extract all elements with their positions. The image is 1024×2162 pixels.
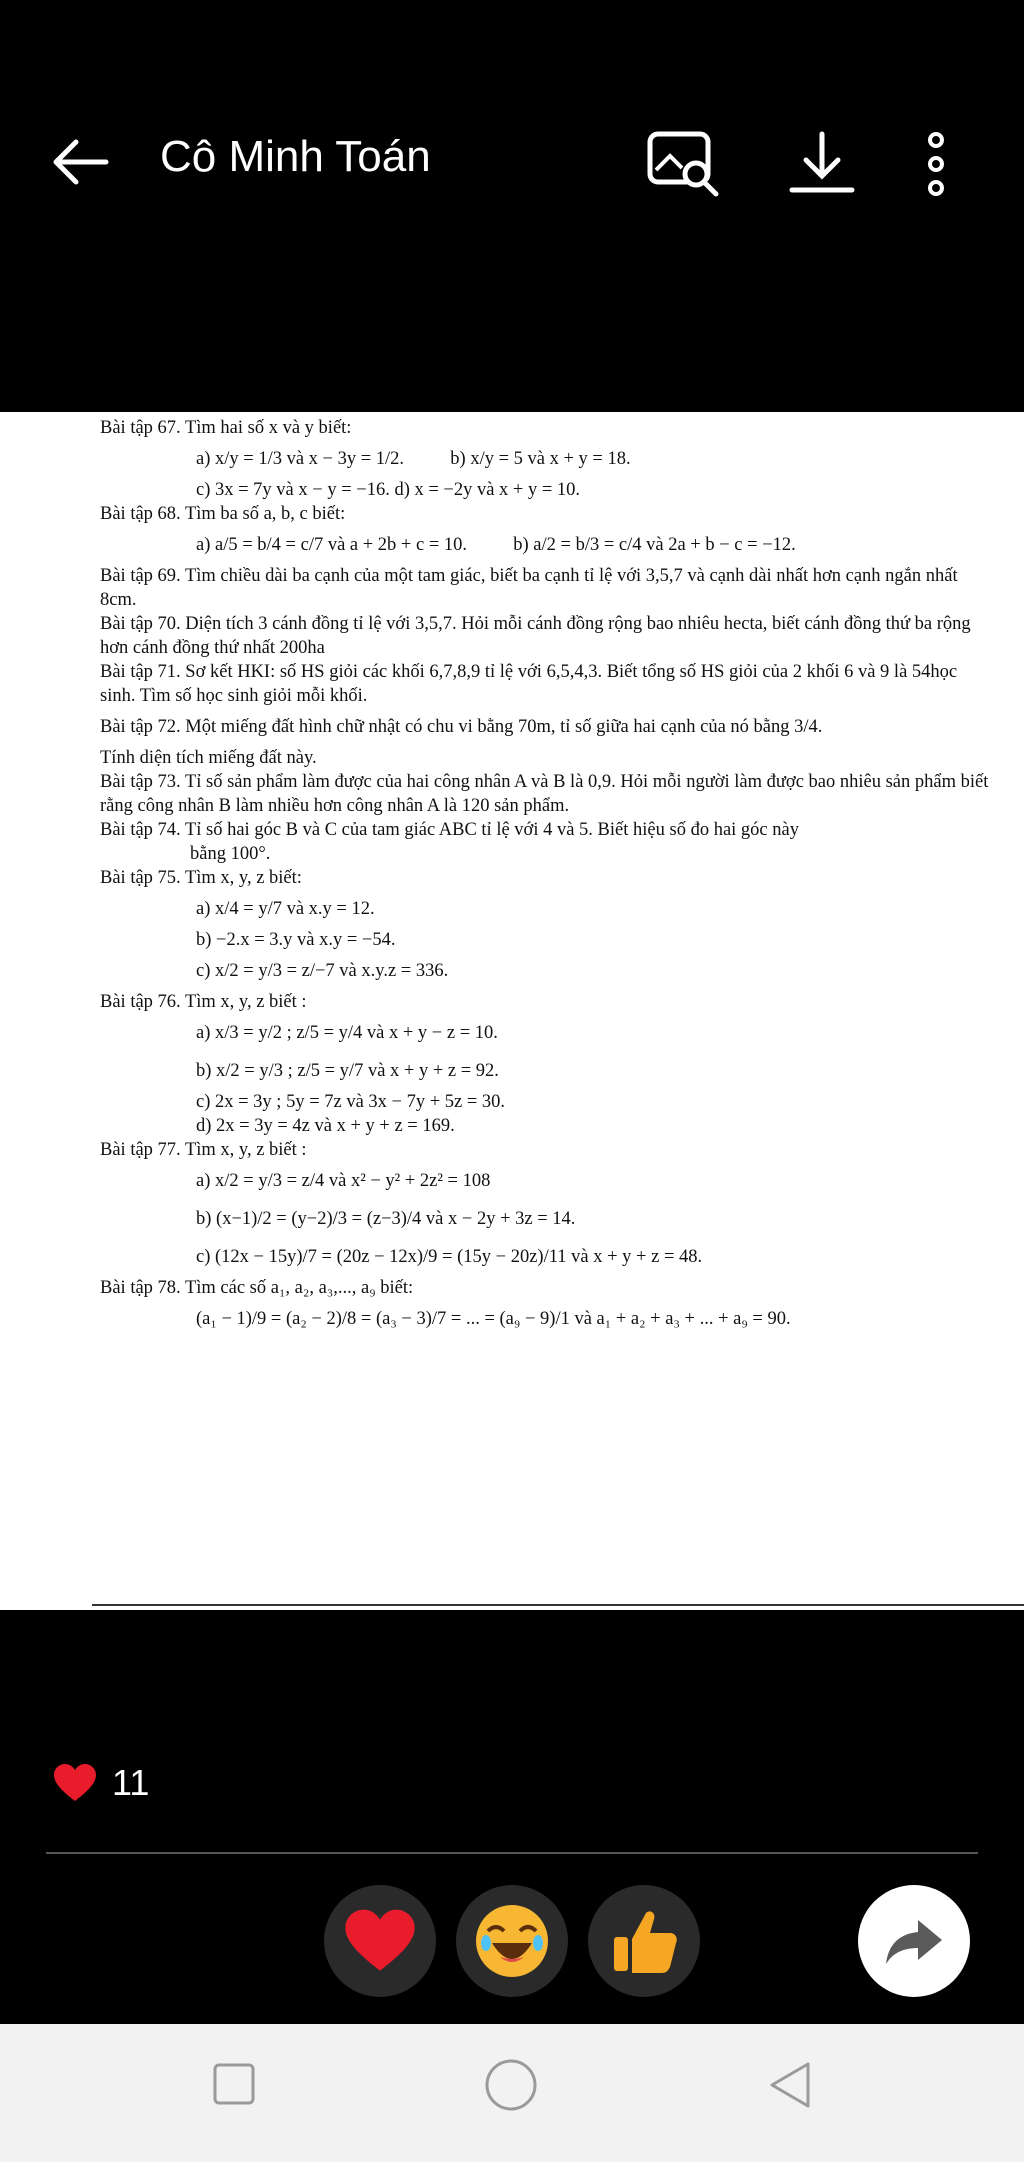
exercise-73: Bài tập 73. Tỉ số sản phẩm làm được của hai công nhân A và B là 0,9. Hỏi mỗi người làm được bao nhiêu sản phẩm biết rằng công nhân B làm nhiều hơn công nhân A là 120 sản phẩm. [100, 772, 993, 816]
more-vertical-icon[interactable] [916, 130, 956, 198]
exercise-72: Bài tập 72. Một miếng đất hình chữ nhật có chu vi bằng 70m, tỉ số giữa hai cạnh của nó bằng 3/4. [100, 717, 823, 737]
exercise-76-c: c) 2x = 3y ; 5y = 7z và 3x − 7y + 5z = 30. [196, 1092, 506, 1112]
system-nav-bar [0, 2024, 1024, 2162]
share-button[interactable] [858, 1885, 970, 1997]
heart-icon [342, 1908, 418, 1974]
exercise-75-a: a) x/4 = y/7 và x.y = 12. [196, 899, 375, 919]
share-arrow-icon [884, 1916, 944, 1966]
exercise-78-title: Bài tập 78. Tìm các số a₁, a₂, a₃,..., a₉ biết: [100, 1278, 414, 1298]
exercise-72-cont: Tính diện tích miếng đất này. [100, 748, 317, 768]
image-search-icon[interactable] [646, 130, 722, 198]
worksheet-image[interactable] [0, 412, 1024, 1610]
like-reaction-button[interactable] [588, 1885, 700, 1997]
worksheet-text [100, 416, 993, 1338]
exercise-77-b: b) (x−1)/2 = (y−2)/3 = (z−3)/4 và x − 2y + 3z = 14. [196, 1209, 576, 1229]
reaction-summary[interactable] [52, 1762, 149, 1804]
page-title: Cô Minh Toán [160, 132, 431, 181]
thumbs-up-icon [608, 1905, 680, 1977]
back-triangle-icon[interactable] [766, 2060, 814, 2110]
recents-square-icon[interactable] [212, 2062, 256, 2106]
exercise-70: Bài tập 70. Diện tích 3 cánh đồng tỉ lệ với 3,5,7. Hỏi mỗi cánh đồng rộng bao nhiêu hecta, biết cánh đồng thứ ba rộng hơn cánh đồng thứ nhất 200ha [100, 614, 976, 658]
exercise-75-b: b) −2.x = 3.y và x.y = −54. [196, 930, 396, 950]
heart-icon [52, 1763, 98, 1803]
download-icon[interactable] [784, 130, 860, 198]
reaction-count: 11 [112, 1762, 150, 1803]
exercise-77-c: c) (12x − 15y)/7 = (20z − 12x)/9 = (15y − 20z)/11 và x + y + z = 48. [196, 1247, 703, 1267]
home-circle-icon[interactable] [484, 2058, 538, 2112]
exercise-69: Bài tập 69. Tìm chiều dài ba cạnh của một tam giác, biết ba cạnh tỉ lệ với 3,5,7 và cạnh dài nhất hơn cạnh ngắn nhất 8cm. [100, 566, 963, 610]
exercise-71: Bài tập 71. Sơ kết HKI: số HS giỏi các khối 6,7,8,9 tỉ lệ với 6,5,4,3. Biết tổng số HS giỏi của 2 khối 6 và 9 là 54học sinh. Tìm số học sinh giỏi mỗi khối. [100, 662, 962, 706]
heart-reaction-button[interactable] [324, 1885, 436, 1997]
exercise-77-title: Bài tập 77. Tìm x, y, z biết : [100, 1140, 307, 1160]
exercise-74-cont: bằng 100°. [190, 844, 271, 864]
exercise-68-title: Bài tập 68. Tìm ba số a, b, c biết: [100, 504, 346, 524]
exercise-67-ab: a) x/y = 1/3 và x − 3y = 1/2. b) x/y = 5 và x + y = 18. [196, 449, 631, 469]
exercise-74: Bài tập 74. Tỉ số hai góc B và C của tam giác ABC tỉ lệ với 4 và 5. Biết hiệu số đo hai góc này [100, 820, 799, 840]
exercise-76-title: Bài tập 76. Tìm x, y, z biết : [100, 992, 307, 1012]
divider [46, 1852, 978, 1854]
exercise-75-c: c) x/2 = y/3 = z/−7 và x.y.z = 336. [196, 961, 449, 981]
exercise-67-cd: c) 3x = 7y và x − y = −16. d) x = −2y và x + y = 10. [196, 480, 581, 500]
app-header [0, 0, 1024, 412]
exercise-76-b: b) x/2 = y/3 ; z/5 = y/7 và x + y + z = 92. [196, 1061, 499, 1081]
exercise-76-d: d) 2x = 3y = 4z và x + y + z = 169. [196, 1116, 455, 1136]
bottom-rule [92, 1604, 1024, 1606]
back-arrow-icon[interactable] [48, 134, 112, 190]
exercise-76-a: a) x/3 = y/2 ; z/5 = y/4 và x + y − z = 10. [196, 1023, 498, 1043]
laughing-face-icon [472, 1901, 552, 1981]
exercise-67-title: Bài tập 67. Tìm hai số x và y biết: [100, 418, 352, 438]
exercise-77-a: a) x/2 = y/3 = z/4 và x² − y² + 2z² = 108 [196, 1171, 491, 1191]
exercise-75-title: Bài tập 75. Tìm x, y, z biết: [100, 868, 302, 888]
exercise-68-ab: a) a/5 = b/4 = c/7 và a + 2b + c = 10. b) a/2 = b/3 = c/4 và 2a + b − c = −12. [196, 535, 796, 555]
exercise-78-eq: (a₁ − 1)/9 = (a₂ − 2)/8 = (a₃ − 3)/7 = ... = (a₉ − 9)/1 và a₁ + a₂ + a₃ + ... + a₉ = 90. [196, 1309, 791, 1329]
haha-reaction-button[interactable] [456, 1885, 568, 1997]
